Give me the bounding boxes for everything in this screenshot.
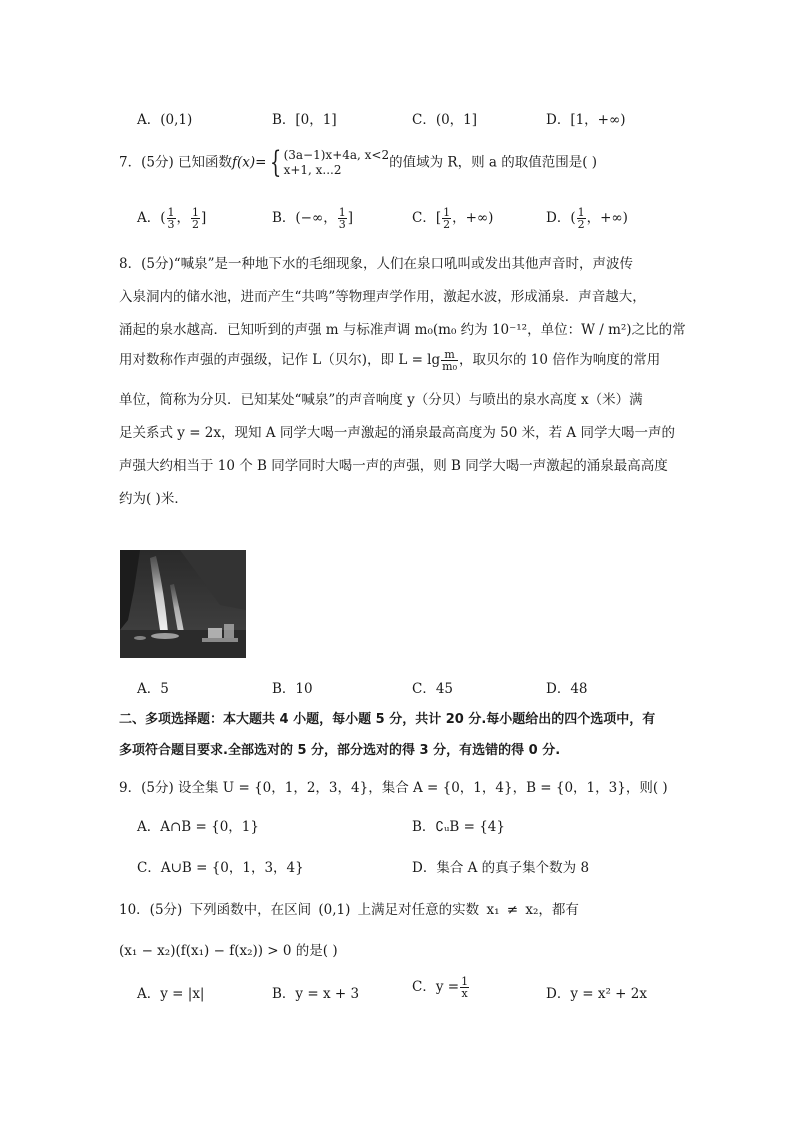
q8-line-3: 涌起的泉水越高．已知听到的声强 m 与标准声调 m₀(m₀ 约为 10⁻¹²，单位：W / m²)之比的常 bbox=[119, 322, 686, 338]
q8-option-b: B．10 bbox=[272, 681, 313, 697]
q7-prefix: 7．(5分) 已知函数 bbox=[119, 154, 233, 171]
q6-option-c: C．(0，1] bbox=[412, 112, 478, 128]
q7-function-name: f(x)= bbox=[232, 154, 267, 171]
q7-case-2: x+1, x...2 bbox=[283, 163, 342, 177]
section-2-heading-line-1: 二、多项选择题：本大题共 4 小题，每小题 5 分，共计 20 分.每小题给出的四个选项中，有 bbox=[119, 712, 656, 727]
q7-piecewise bbox=[284, 148, 390, 178]
q7-option-a: A．( $\frac{1}{3}$ ， $\frac{1}{2}$ ] bbox=[137, 206, 207, 231]
q7-brace: { bbox=[270, 145, 282, 180]
q8-option-c: C．45 bbox=[412, 681, 454, 697]
q6-option-d: D．[1，+∞) bbox=[546, 112, 626, 128]
q8-line-4: 用对数称作声强的声强级，记作 L（贝尔)，即 L = lg $\frac{m}{\text{m₀}}$ ，取贝尔的 10 倍作为响度的常用 bbox=[119, 348, 661, 373]
q8-line-7: 声强大约相当于 10 个 B 同学同时大喝一声的声强，则 B 同学大喝一声激起的涌泉最高高度 bbox=[119, 458, 668, 474]
q9-option-a: A．A∩B = {0，1} bbox=[137, 819, 259, 835]
q8-line-1: 8．(5分)“喊泉”是一种地下水的毛细现象，人们在泉口吼叫或发出其他声音时，声波传 bbox=[119, 256, 634, 272]
q7-stem bbox=[119, 145, 598, 180]
q9-option-c: C．A∪B = {0，1，3，4} bbox=[137, 860, 304, 876]
q8-fraction: $\frac{m}{\text{m₀}}$ bbox=[442, 348, 457, 373]
q8-line-8: 约为( )米． bbox=[119, 491, 188, 507]
q8-option-a: A．5 bbox=[137, 681, 169, 697]
q10-option-a: A．y = |x| bbox=[137, 986, 205, 1002]
q7-option-c: C．[ $\frac{1}{2}$ ，+∞) bbox=[412, 206, 494, 231]
q7-option-d: D．( $\frac{1}{2}$ ，+∞) bbox=[546, 206, 628, 231]
q8-line-2: 入泉洞内的储水池，进而产生“共鸣”等物理声学作用，激起水波，形成涌泉．声音越大， bbox=[119, 289, 646, 305]
q10-option-c: C．y = $\frac{1}{x}$ bbox=[412, 975, 469, 1000]
q6-option-b: B．[0，1] bbox=[272, 112, 337, 128]
q10-line-2: (x₁ − x₂)(f(x₁) − f(x₂)) > 0 的是( ) bbox=[119, 943, 338, 959]
echo-spring-photo bbox=[120, 550, 246, 658]
q10-option-b: B．y = x + 3 bbox=[272, 986, 360, 1002]
q8-line-6: 足关系式 y = 2x，现知 A 同学大喝一声激起的涌泉最高高度为 50 米，若 A 同学大喝一声的 bbox=[119, 425, 675, 441]
q8-line-5: 单位，简称为分贝．已知某处“喊泉”的声音响度 y（分贝）与喷出的泉水高度 x（米）满 bbox=[119, 392, 643, 408]
q7-suffix: 的值域为 R，则 a 的取值范围是( ) bbox=[389, 154, 598, 171]
q9-option-b: B．∁ᵤB = {4} bbox=[412, 819, 505, 835]
section-2-heading-line-2: 多项符合题目要求.全部选对的 5 分，部分选对的得 3 分，有选错的得 0 分. bbox=[119, 743, 561, 758]
q10-option-d: D．y = x² + 2x bbox=[546, 986, 647, 1002]
q10-line-1: 10．(5分) 下列函数中，在区间 (0,1) 上满足对任意的实数 x₁ ≠ x₂，都有 bbox=[119, 902, 579, 918]
q6-option-a: A．(0,1) bbox=[137, 112, 193, 128]
q8-option-d: D．48 bbox=[546, 681, 588, 697]
echo-spring-illustration bbox=[120, 550, 246, 658]
q7-option-b: B．(−∞， $\frac{1}{3}$ ] bbox=[272, 206, 354, 231]
q7-case-1: (3a−1)x+4a, x<2 bbox=[283, 148, 390, 162]
q9-stem: 9．(5分) 设全集 U = {0，1，2，3，4}，集合 A = {0，1，4}，B = {0，1，3}，则( ) bbox=[119, 780, 668, 796]
q9-option-d: D．集合 A 的真子集个数为 8 bbox=[412, 860, 590, 876]
